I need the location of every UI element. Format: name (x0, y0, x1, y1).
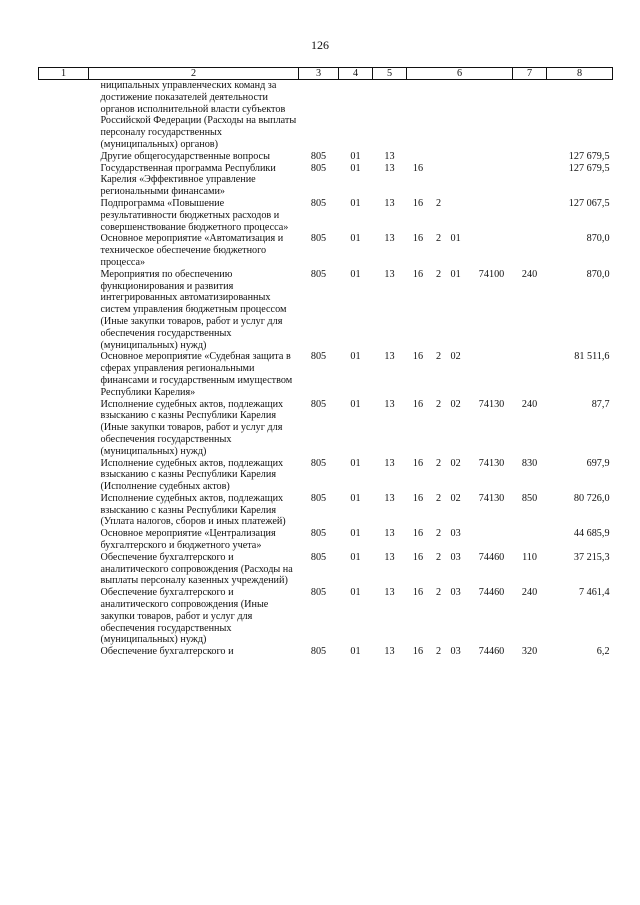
cell-program: 16 (412, 398, 424, 410)
cell-program: 16 (412, 351, 424, 363)
cell-admin-code: 805 (310, 528, 327, 540)
cell-empty (39, 399, 89, 458)
cell-section: 01 (350, 351, 361, 363)
cell-program: 16 (412, 233, 424, 245)
table-row (39, 552, 613, 587)
cell-admin-code: 805 (310, 150, 327, 162)
cell-section: 01 (350, 587, 361, 599)
cell-direction (471, 528, 513, 552)
table-row (39, 458, 613, 493)
cell-direction (471, 151, 513, 163)
cell-subprogram (430, 80, 448, 151)
cell-amount: 6,2 (596, 646, 610, 658)
cell-empty (39, 151, 89, 163)
header-col-2: 2 (89, 68, 299, 80)
cell-measure (448, 163, 471, 198)
cell-subprogram: 2 (435, 351, 442, 363)
cell-program: 16 (412, 492, 424, 504)
cell-admin-code: 805 (310, 162, 327, 174)
cell-subprogram: 2 (435, 197, 442, 209)
cell-amount: 7 461,4 (578, 587, 610, 599)
cell-amount: 870,0 (586, 268, 610, 280)
table-row (39, 80, 613, 151)
cell-amount (547, 80, 613, 151)
cell-subprogram: 2 (435, 492, 442, 504)
cell-direction: 74460 (478, 646, 505, 658)
row-name: Обеспечение бухгалтерского и аналитического сопровождения (Расходы на выплаты персоналу казенных учреждений) (100, 551, 293, 587)
cell-empty (39, 269, 89, 352)
cell-measure: 01 (450, 233, 461, 245)
header-col-5: 5 (373, 68, 407, 80)
cell-program: 16 (412, 587, 424, 599)
cell-amount: 127 679,5 (568, 150, 610, 162)
table-row (39, 399, 613, 458)
cell-amount: 870,0 (586, 233, 610, 245)
table-row (39, 233, 613, 268)
table-row (39, 351, 613, 398)
cell-admin-code: 805 (310, 551, 327, 563)
row-name: Обеспечение бухгалтерского и аналитического сопровождения (Иные закупки товаров, работ и услуг для обеспечения государственных (муниципальных) нужд) (100, 587, 269, 646)
row-name: ниципальных управленческих команд за достижение показателей деятельности органов исполнительной власти субъектов Российской Федерации (Расходы на выплаты персоналу государственных (муниципальных) органов) (100, 80, 297, 150)
cell-program: 16 (412, 551, 424, 563)
cell-expense-type (513, 80, 547, 151)
cell-admin-code: 805 (310, 197, 327, 209)
cell-subsection: 13 (384, 492, 395, 504)
cell-subsection: 13 (384, 233, 395, 245)
cell-subsection: 13 (384, 457, 395, 469)
budget-table (38, 67, 613, 658)
cell-admin-code: 805 (310, 646, 327, 658)
table-row (39, 493, 613, 528)
cell-admin-code: 805 (310, 268, 327, 280)
cell-empty (39, 163, 89, 198)
cell-section: 01 (350, 492, 361, 504)
row-name: Обеспечение бухгалтерского и (100, 646, 234, 658)
cell-program: 16 (412, 457, 424, 469)
cell-amount: 127 679,5 (568, 162, 610, 174)
header-col-8: 8 (547, 68, 613, 80)
cell-measure (448, 80, 471, 151)
cell-direction (471, 198, 513, 233)
cell-direction (471, 233, 513, 268)
table-row (39, 646, 613, 658)
cell-direction: 74100 (478, 268, 505, 280)
cell-direction: 74130 (478, 492, 505, 504)
cell-empty (39, 458, 89, 493)
cell-section: 01 (350, 162, 361, 174)
cell-subsection (373, 80, 407, 151)
cell-direction: 74130 (478, 457, 505, 469)
cell-empty (39, 493, 89, 528)
table-row (39, 163, 613, 198)
cell-direction (471, 80, 513, 151)
cell-program (407, 80, 430, 151)
cell-measure: 03 (450, 646, 461, 658)
cell-expense-type: 240 (521, 587, 538, 599)
row-name: Другие общегосударственные вопросы (100, 150, 270, 162)
cell-section: 01 (350, 646, 361, 658)
cell-section: 01 (350, 197, 361, 209)
cell-subsection: 13 (384, 351, 395, 363)
cell-expense-type (513, 528, 547, 552)
cell-subsection: 13 (384, 398, 395, 410)
cell-section: 01 (350, 457, 361, 469)
cell-admin-code (299, 80, 339, 151)
cell-program: 16 (412, 162, 424, 174)
cell-subsection: 13 (384, 150, 395, 162)
cell-subprogram (430, 151, 448, 163)
cell-expense-type: 830 (521, 457, 538, 469)
cell-subprogram: 2 (435, 551, 442, 563)
row-name: Исполнение судебных актов, подлежащих взысканию с казны Республики Карелия (Иные закупки товаров, работ и услуг для обеспечения государственных (муниципальных) нужд) (100, 398, 284, 457)
row-name: Государственная программа Республики Карелия «Эффективное управление региональными финансами» (100, 162, 276, 198)
header-col-4: 4 (339, 68, 373, 80)
cell-admin-code: 805 (310, 587, 327, 599)
cell-expense-type (513, 151, 547, 163)
cell-empty (39, 351, 89, 398)
cell-measure (448, 198, 471, 233)
cell-direction: 74460 (478, 551, 505, 563)
cell-measure (448, 151, 471, 163)
cell-amount: 87,7 (591, 398, 610, 410)
cell-measure: 03 (450, 528, 461, 540)
table-row (39, 269, 613, 352)
cell-amount: 81 511,6 (574, 351, 610, 363)
header-col-3: 3 (299, 68, 339, 80)
cell-subsection: 13 (384, 197, 395, 209)
header-col-1: 1 (39, 68, 89, 80)
row-name: Основное мероприятие «Судебная защита в сферах управления региональными финансами и государственным имуществом Республики Карелия» (100, 351, 293, 398)
cell-empty (39, 646, 89, 658)
cell-expense-type: 320 (521, 646, 538, 658)
cell-amount: 37 215,3 (573, 551, 610, 563)
cell-measure: 02 (450, 492, 461, 504)
table-row (39, 198, 613, 233)
cell-program (407, 151, 430, 163)
cell-empty (39, 80, 89, 151)
cell-empty (39, 528, 89, 552)
row-name: Подпрограмма «Повышение результативности бюджетных расходов и совершенствование бюджетного процесса» (100, 197, 289, 233)
cell-subprogram: 2 (435, 398, 442, 410)
header-row (39, 68, 613, 80)
cell-empty (39, 587, 89, 646)
cell-measure: 02 (450, 457, 461, 469)
cell-section (339, 80, 373, 151)
row-name: Исполнение судебных актов, подлежащих взысканию с казны Республики Карелия (Уплата налогов, сборов и иных платежей) (100, 492, 286, 528)
header-col-7: 7 (513, 68, 547, 80)
cell-section: 01 (350, 398, 361, 410)
cell-program: 16 (412, 268, 424, 280)
cell-subprogram: 2 (435, 457, 442, 469)
cell-direction: 74130 (478, 398, 505, 410)
cell-empty (39, 198, 89, 233)
cell-subprogram: 2 (435, 528, 442, 540)
cell-empty (39, 233, 89, 268)
cell-expense-type: 110 (522, 551, 537, 563)
cell-admin-code: 805 (310, 351, 327, 363)
cell-direction: 74460 (478, 587, 505, 599)
cell-program: 16 (412, 528, 424, 540)
cell-section: 01 (350, 528, 361, 540)
cell-measure: 03 (450, 551, 461, 563)
cell-subprogram: 2 (435, 646, 442, 658)
row-name: Основное мероприятие «Автоматизация и техническое обеспечение бюджетного процесса» (100, 233, 284, 268)
cell-admin-code: 805 (310, 233, 327, 245)
cell-amount: 127 067,5 (568, 197, 610, 209)
cell-subprogram: 2 (435, 268, 442, 280)
row-name: Мероприятия по обеспечению функционирования и развития интегрированных автоматизированных систем управления бюджетным процессом (Иные закупки товаров, работ и услуг для обеспечения государственных (муниципальных) нужд) (100, 268, 287, 351)
cell-subsection: 13 (384, 551, 395, 563)
cell-expense-type (513, 163, 547, 198)
cell-section: 01 (350, 551, 361, 563)
table-row (39, 587, 613, 646)
cell-subsection: 13 (384, 268, 395, 280)
cell-subprogram: 2 (435, 587, 442, 599)
cell-section: 01 (350, 233, 361, 245)
cell-measure: 03 (450, 587, 461, 599)
row-name: Исполнение судебных актов, подлежащих взысканию с казны Республики Карелия (Исполнение судебных актов) (100, 457, 284, 493)
cell-measure: 01 (450, 268, 461, 280)
cell-expense-type: 850 (521, 492, 538, 504)
cell-measure: 02 (450, 351, 461, 363)
cell-direction (471, 351, 513, 398)
cell-admin-code: 805 (310, 398, 327, 410)
table-row (39, 151, 613, 163)
cell-subprogram: 2 (435, 233, 442, 245)
cell-subsection: 13 (384, 587, 395, 599)
cell-empty (39, 552, 89, 587)
cell-direction (471, 163, 513, 198)
cell-admin-code: 805 (310, 492, 327, 504)
cell-expense-type: 240 (521, 398, 538, 410)
table-row (39, 528, 613, 552)
cell-amount: 80 726,0 (573, 492, 610, 504)
cell-expense-type (513, 198, 547, 233)
cell-program: 16 (412, 197, 424, 209)
cell-program: 16 (412, 646, 424, 658)
cell-expense-type: 240 (521, 268, 538, 280)
cell-amount: 44 685,9 (573, 528, 610, 540)
cell-subsection: 13 (384, 162, 395, 174)
cell-subsection: 13 (384, 646, 395, 658)
header-col-6: 6 (407, 68, 513, 80)
cell-measure: 02 (450, 398, 461, 410)
row-name: Основное мероприятие «Централизация бухгалтерского и бюджетного учета» (100, 528, 276, 552)
cell-subsection: 13 (384, 528, 395, 540)
cell-amount: 697,9 (586, 457, 610, 469)
cell-section: 01 (350, 150, 361, 162)
cell-subprogram (430, 163, 448, 198)
page-number: 126 (311, 38, 329, 52)
cell-section: 01 (350, 268, 361, 280)
cell-expense-type (513, 351, 547, 398)
cell-admin-code: 805 (310, 457, 327, 469)
cell-expense-type (513, 233, 547, 268)
